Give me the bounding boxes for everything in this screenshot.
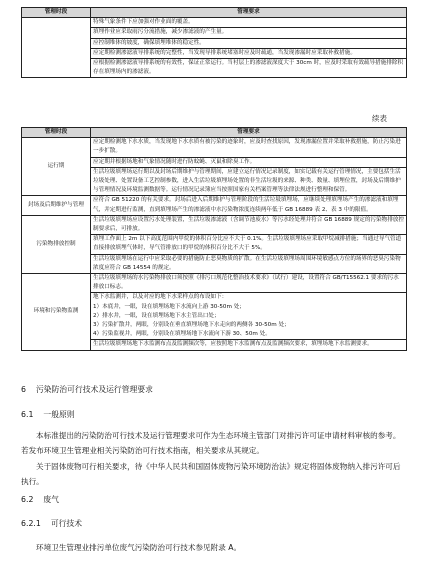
- requirement-cell: 应定期并根据场地和气象情况随时进行防蚊蝇、灭鼠和除臭工作。: [91, 157, 407, 167]
- table-row: [22, 274, 407, 293]
- requirement-cell: 生活垃圾填埋场在运行中应采取必要的措施防止恶臭物质的扩散。在生活垃圾填埋场周围环境敏感点方位的场界的恶臭污染物浓度应符合 GB 14554 的规定。: [91, 254, 407, 273]
- table-row: [22, 18, 407, 28]
- header-requirement: 管理要求: [91, 128, 407, 138]
- section-number: 6: [21, 385, 26, 394]
- header-period: 管理时段: [22, 128, 91, 138]
- table-header-row: [22, 8, 407, 18]
- section-6-1-heading: [21, 409, 75, 420]
- section-title: 一般原则: [43, 410, 75, 419]
- header-period: 管理时段: [22, 8, 91, 18]
- requirement-cell: 应控制堆体的坡度，确保填埋堆体的稳定性。: [91, 38, 407, 48]
- requirement-cell: 生活垃圾填埋场地下水监测布点及监测频次等，应按照地下水监测布点及监测频次要求，填埋场地下水监测要求。: [91, 340, 407, 350]
- requirement-cell: 地下水监测井，以及对应的地下水采样点的布设如下： 1）本底井，一眼，设在填埋场地下水流向上游 30-50m 处； 2）排水井，一眼，设在填埋场地下水主管出口处； 3）污染扩散井，两眼，分别设在垂直填埋场地下水走向的两侧各 30-50m 处； 4）污染监视井，两眼，分别设在填埋场地下水流向下游 30、50m 处。: [91, 293, 407, 340]
- paragraph-feasible-tech: 环境卫生管理业排污单位废气污染防治可行技术参见附录 A。: [36, 543, 242, 552]
- table-row: [22, 215, 407, 234]
- section-6-2-heading: [21, 494, 59, 505]
- section-6-2-1-heading: [21, 518, 82, 529]
- continued-label: 续表: [372, 114, 387, 123]
- section-number: 6.2: [21, 495, 34, 504]
- section-6-heading: [21, 384, 153, 395]
- section-number: 6.2.1: [21, 519, 41, 528]
- period-cell: [22, 18, 91, 78]
- table-header-row: [22, 128, 407, 138]
- table-row: [22, 196, 407, 215]
- requirement-cell: 应根据检测渗滤液导排系统的有效性，保证正常运行。当衬层上的渗滤液深度大于 30cm 时，应及时采取有效疏导措施排除积存在填埋场内的渗滤液。: [91, 59, 407, 78]
- requirement-cell: 生活垃圾填埋场的水污染物排放口须按照《排污口规范化整治技术要求》（试行）建设，设置符合 GB/T15562.1 要求的污水排放口标志。: [91, 274, 407, 293]
- period-cell: 运行期: [22, 138, 91, 196]
- period-cell: 污染物排放控制: [22, 215, 91, 273]
- requirement-cell: 应符合 GB 51220 的有关要求。封场后进入后期维护与管理阶段的生活垃圾填埋场，应继续处理填埋场产生的渗滤液和填埋气，并定期进行监测，直到填埋场产生的渗滤液中水污染物浓度连续两年低于 GB 16889 表 2、表 3 中的限值。: [91, 196, 407, 215]
- section-title: 污染防治可行技术及运行管理要求: [35, 385, 153, 394]
- top-table: [21, 7, 407, 78]
- requirement-cell: 生活垃圾填埋场应设置污水处理装置，生活垃圾渗滤液（含调节池废水）等污水经处理并符合 GB 16889 规定的污染物排放控制要求后，可排放。: [91, 215, 407, 234]
- section-title: 可行技术: [50, 519, 83, 528]
- header-requirement: 管理要求: [91, 8, 407, 18]
- main-table: [21, 127, 407, 351]
- period-cell: 环境和污染物监测: [22, 274, 91, 351]
- requirement-cell: 应定期检测地下水水质，当发现地下水水质有被污染的迹象时，应及时查找原因，发现渗漏位置并采取补救措施，防止污染进一步扩散。: [91, 138, 407, 157]
- section-number: 6.1: [21, 410, 34, 419]
- table-row: [22, 138, 407, 157]
- requirement-cell: 填埋工作面上 2m 以下高度范围内甲烷的体积百分比应不大于 0.1%。生活垃圾填埋场应采取甲烷减排措施；当通过导气管道直接排放填埋气体时，导气管排放口的甲烷的体积百分比不大于 5%。: [91, 235, 407, 254]
- requirement-cell: 应定期检测渗滤液导排系统的完整性，当发现导排系统堵塞时应及时疏通，当发现渗漏时应采取补救措施。: [91, 48, 407, 58]
- period-cell: 封场及后期维护与管理: [22, 196, 91, 215]
- requirement-cell: 生活垃圾填埋场运行期以及封场后期维护与管理期间，应建立运行情况记录制度，如实记载有关运行管理情况，主要包括生活垃圾处理、处置设备工艺控制参数，进入生活垃圾填埋场处置的非生活垃圾的来源、种类、数量、填埋位置，封场及后期维护与管理情况及环境监测数据等。运行情况记录簿应当按照国家有关档案管理等法律法规进行整理和保管。: [91, 167, 407, 196]
- paragraph-solid-waste: 关于固体废物可行相关要求，待《中华人民共和国固体废物污染环境防治法》规定将固体废物纳入排污许可后执行。: [21, 462, 401, 486]
- section-title: 废气: [43, 495, 59, 504]
- requirement-cell: 填埋作业应采取雨污分流措施，减少渗滤液的产生量。: [91, 28, 407, 38]
- requirement-cell: 特殊气象条件下应加强对作业面的覆盖。: [91, 18, 407, 28]
- paragraph-general-principle: 本标准提出的污染防治可行技术及运行管理要求可作为生态环境主管部门对排污许可证申请材料审核的参考。若发布环境卫生管理业相关污染防治可行技术指南，相关要求从其规定。: [21, 431, 401, 455]
